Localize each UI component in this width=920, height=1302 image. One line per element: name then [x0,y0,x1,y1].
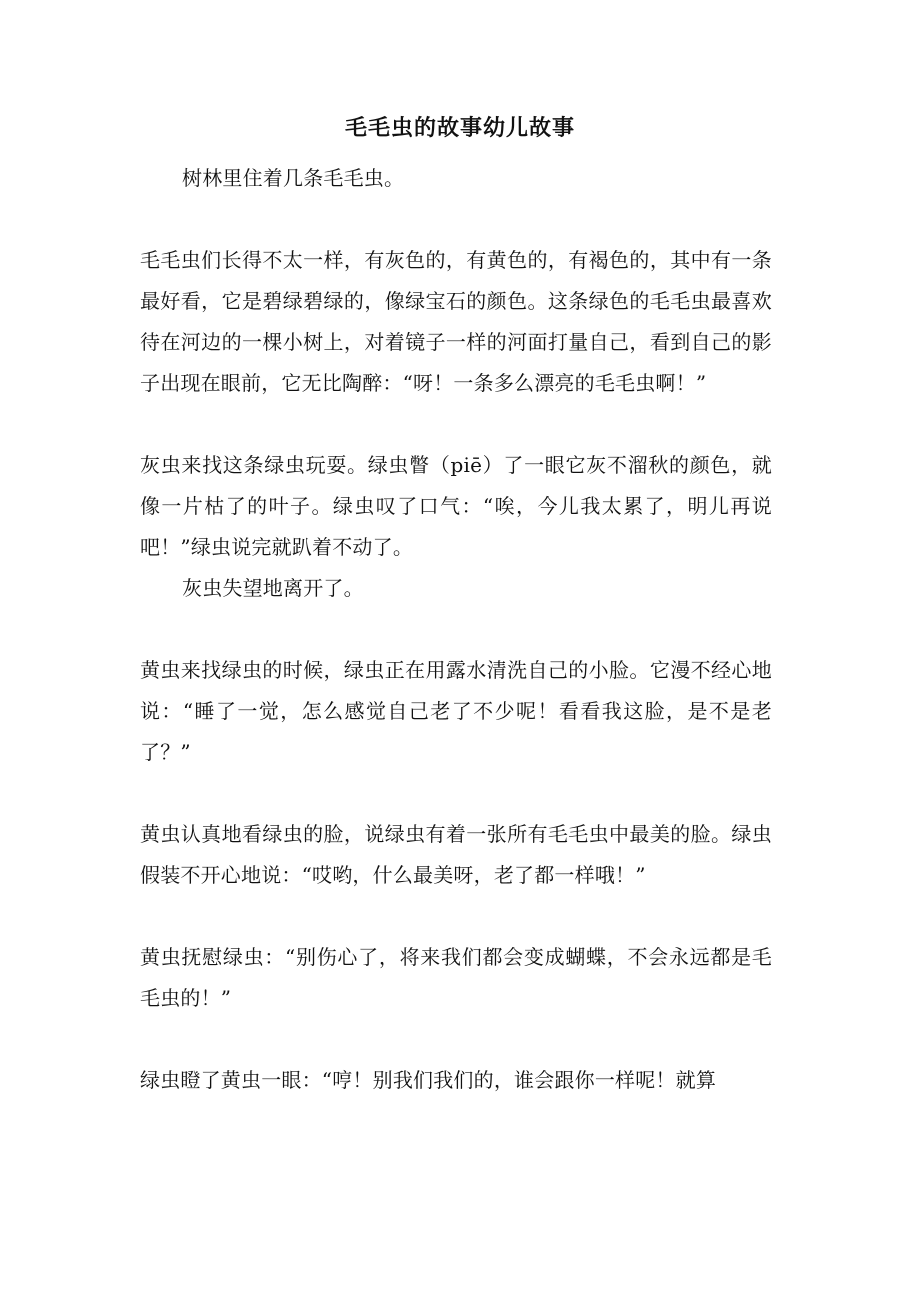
document-body [140,158,772,1101]
paragraph: 黄虫来找绿虫的时候，绿虫正在用露水清洗自己的小脸。它漫不经心地说：“睡了一觉，怎么感觉自己老了不少呢！看看我这脸，是不是老了？” [140,658,772,764]
document-title: 毛毛虫的故事幼儿故事 [344,115,575,141]
paragraph: 绿虫瞪了黄虫一眼：“哼！别我们我们的，谁会跟你一样呢！就算 [140,1068,717,1092]
paragraph: 黄虫认真地看绿虫的脸，说绿虫有着一张所有毛毛虫中最美的脸。绿虫假装不开心地说：“哎哟，什么最美呀，老了都一样哦！” [140,822,772,887]
paragraph: 树林里住着几条毛毛虫。 [182,166,405,190]
paragraph: 黄虫抚慰绿虫：“别伤心了，将来我们都会变成蝴蝶，不会永远都是毛毛虫的！” [140,945,772,1010]
paragraph: 灰虫失望地离开了。 [182,576,364,600]
paragraph: 灰虫来找这条绿虫玩耍。绿虫瞥（piē）了一眼它灰不溜秋的颜色，就像一片枯了的叶子。绿虫叹了口气：“唉，今儿我太累了，明儿再说吧！”绿虫说完就趴着不动了。 [140,453,772,559]
paragraph: 毛毛虫们长得不太一样，有灰色的，有黄色的，有褐色的，其中有一条最好看，它是碧绿碧绿的，像绿宝石的颜色。这条绿色的毛毛虫最喜欢待在河边的一棵小树上，对着镜子一样的河面打量自己，看到自己的影子出现在眼前，它无比陶醉：“呀！一条多么漂亮的毛毛虫啊！” [140,248,772,395]
